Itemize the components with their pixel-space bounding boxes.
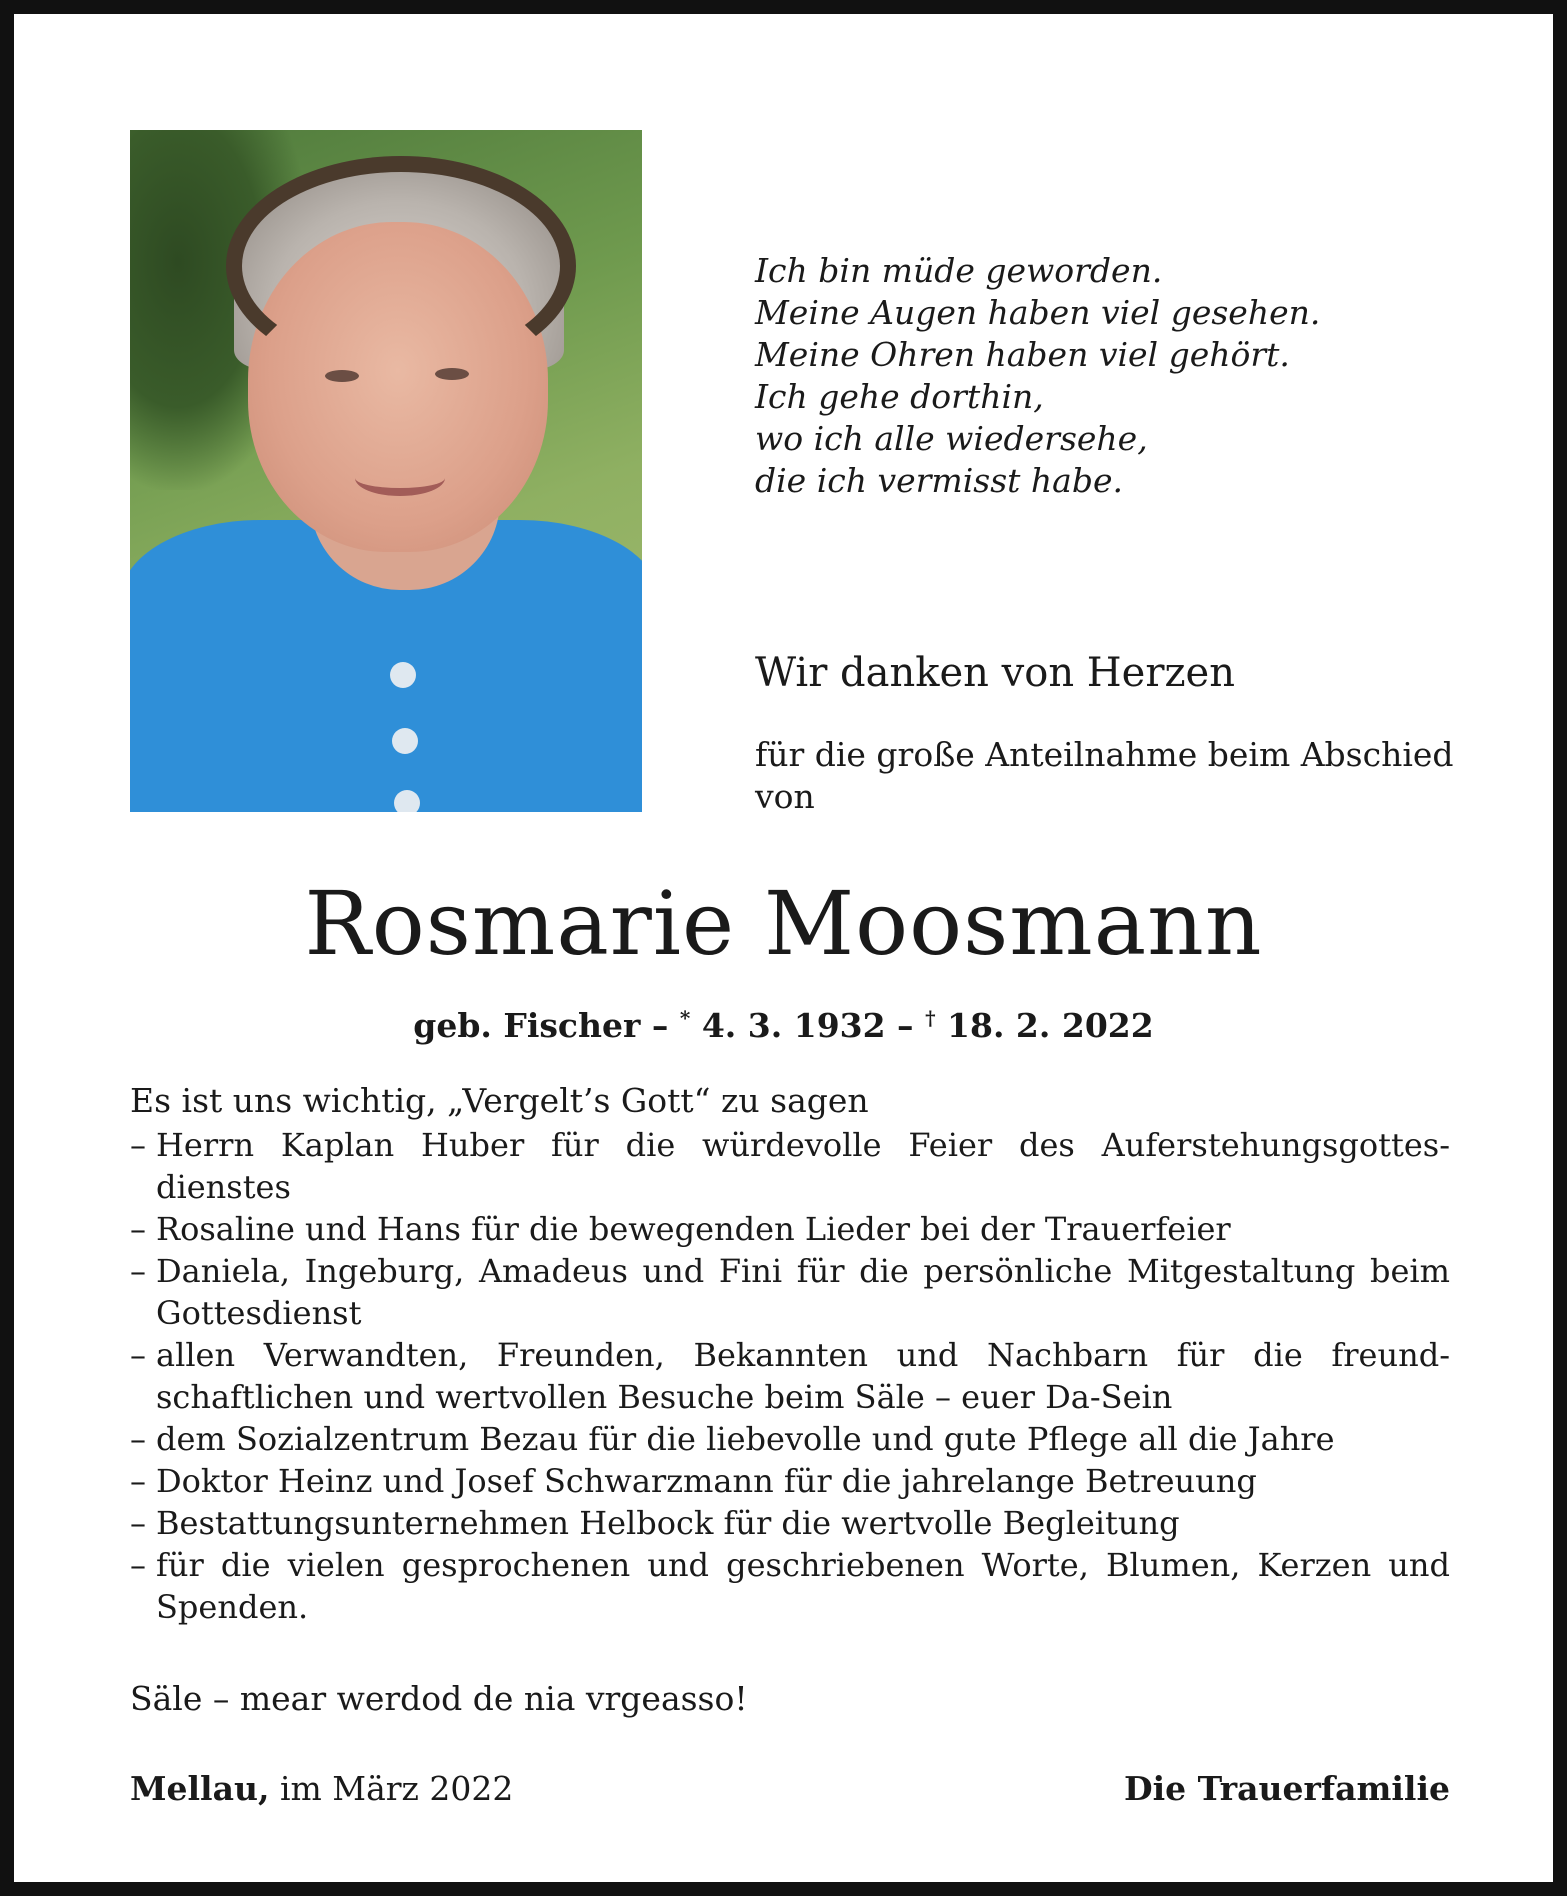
- birth-date: 4. 3. 1932 –: [690, 1006, 926, 1045]
- list-dash: –: [130, 1504, 146, 1542]
- list-item-text: Rosaline und Hans für die bewegenden Lieder bei der Trauerfeier: [156, 1210, 1231, 1248]
- list-item-text: allen Verwandten, Freunden, Bekannten und Nachbarn für die freund-schaftlichen und wertvollen Besuche beim Säle – euer Da-Sein: [156, 1336, 1450, 1416]
- maiden-name: geb. Fischer –: [413, 1006, 680, 1045]
- poem-line: Meine Ohren haben viel gehört.: [755, 335, 1290, 374]
- birth-symbol: *: [679, 1006, 691, 1030]
- closing-line: Säle – mear werdod de nia vrgeasso!: [130, 1679, 748, 1718]
- poem-line: die ich vermisst habe.: [755, 461, 1123, 500]
- thanks-list: [130, 1124, 1450, 1628]
- list-item: [130, 1334, 1450, 1418]
- list-item: [130, 1208, 1450, 1250]
- list-item: [130, 1250, 1450, 1334]
- photo-shirt-button: [394, 790, 420, 812]
- life-dates: [14, 996, 1553, 1048]
- list-item: [130, 1418, 1450, 1460]
- list-item: [130, 1124, 1450, 1208]
- photo-shirt-button: [390, 662, 416, 688]
- portrait-photo: [130, 130, 642, 812]
- place-name: Mellau,: [130, 1769, 270, 1808]
- thanks-heading: Wir danken von Herzen: [755, 650, 1235, 696]
- list-dash: –: [130, 1420, 146, 1458]
- death-symbol: †: [925, 1006, 936, 1030]
- date-text: im März 2022: [269, 1769, 514, 1808]
- poem-line: wo ich alle wiedersehe,: [755, 419, 1148, 458]
- list-dash: –: [130, 1336, 146, 1374]
- list-item: [130, 1544, 1450, 1628]
- place-date: [130, 1768, 513, 1810]
- poem-line: Ich gehe dorthin,: [755, 377, 1044, 416]
- death-date: 18. 2. 2022: [935, 1006, 1154, 1045]
- list-item: [130, 1460, 1450, 1502]
- photo-braid: [226, 156, 576, 376]
- photo-left-eye: [325, 370, 359, 382]
- photo-right-eye: [435, 368, 469, 380]
- list-item: [130, 1502, 1450, 1544]
- list-dash: –: [130, 1546, 146, 1584]
- deceased-name: Rosmarie Moosmann: [304, 872, 1263, 975]
- list-dash: –: [130, 1210, 146, 1248]
- signature: Die Trauerfamilie: [1123, 1769, 1450, 1808]
- list-item-text: dem Sozialzentrum Bezau für die liebevolle und gute Pflege all die Jahre: [156, 1420, 1335, 1458]
- list-item-text: Doktor Heinz und Josef Schwarzmann für die jahrelange Betreuung: [156, 1462, 1257, 1500]
- list-item-text: Daniela, Ingeburg, Amadeus und Fini für die persönliche Mitgestaltung beim Gottesdienst: [156, 1252, 1450, 1332]
- list-item-text: für die vielen gesprochenen und geschriebenen Worte, Blumen, Kerzen und Spenden.: [156, 1546, 1450, 1626]
- list-dash: –: [130, 1252, 146, 1290]
- list-item-text: Herrn Kaplan Huber für die würdevolle Feier des Auferstehungsgottes-dienstes: [156, 1126, 1450, 1206]
- list-dash: –: [130, 1462, 146, 1500]
- poem-line: Ich bin müde geworden.: [755, 251, 1163, 290]
- photo-shirt-button: [392, 728, 418, 754]
- photo-mouth: [355, 460, 445, 496]
- poem-line: Meine Augen haben viel gesehen.: [755, 293, 1321, 332]
- obituary-card: [14, 14, 1553, 1882]
- list-dash: –: [130, 1126, 146, 1164]
- thanks-subheading: für die große Anteilnahme beim Abschied von: [755, 735, 1454, 816]
- thanks-intro: Es ist uns wichtig, „Vergelt’s Gott“ zu sagen: [130, 1081, 869, 1120]
- list-item-text: Bestattungsunternehmen Helbock für die wertvolle Begleitung: [156, 1504, 1180, 1542]
- poem: [755, 250, 1320, 502]
